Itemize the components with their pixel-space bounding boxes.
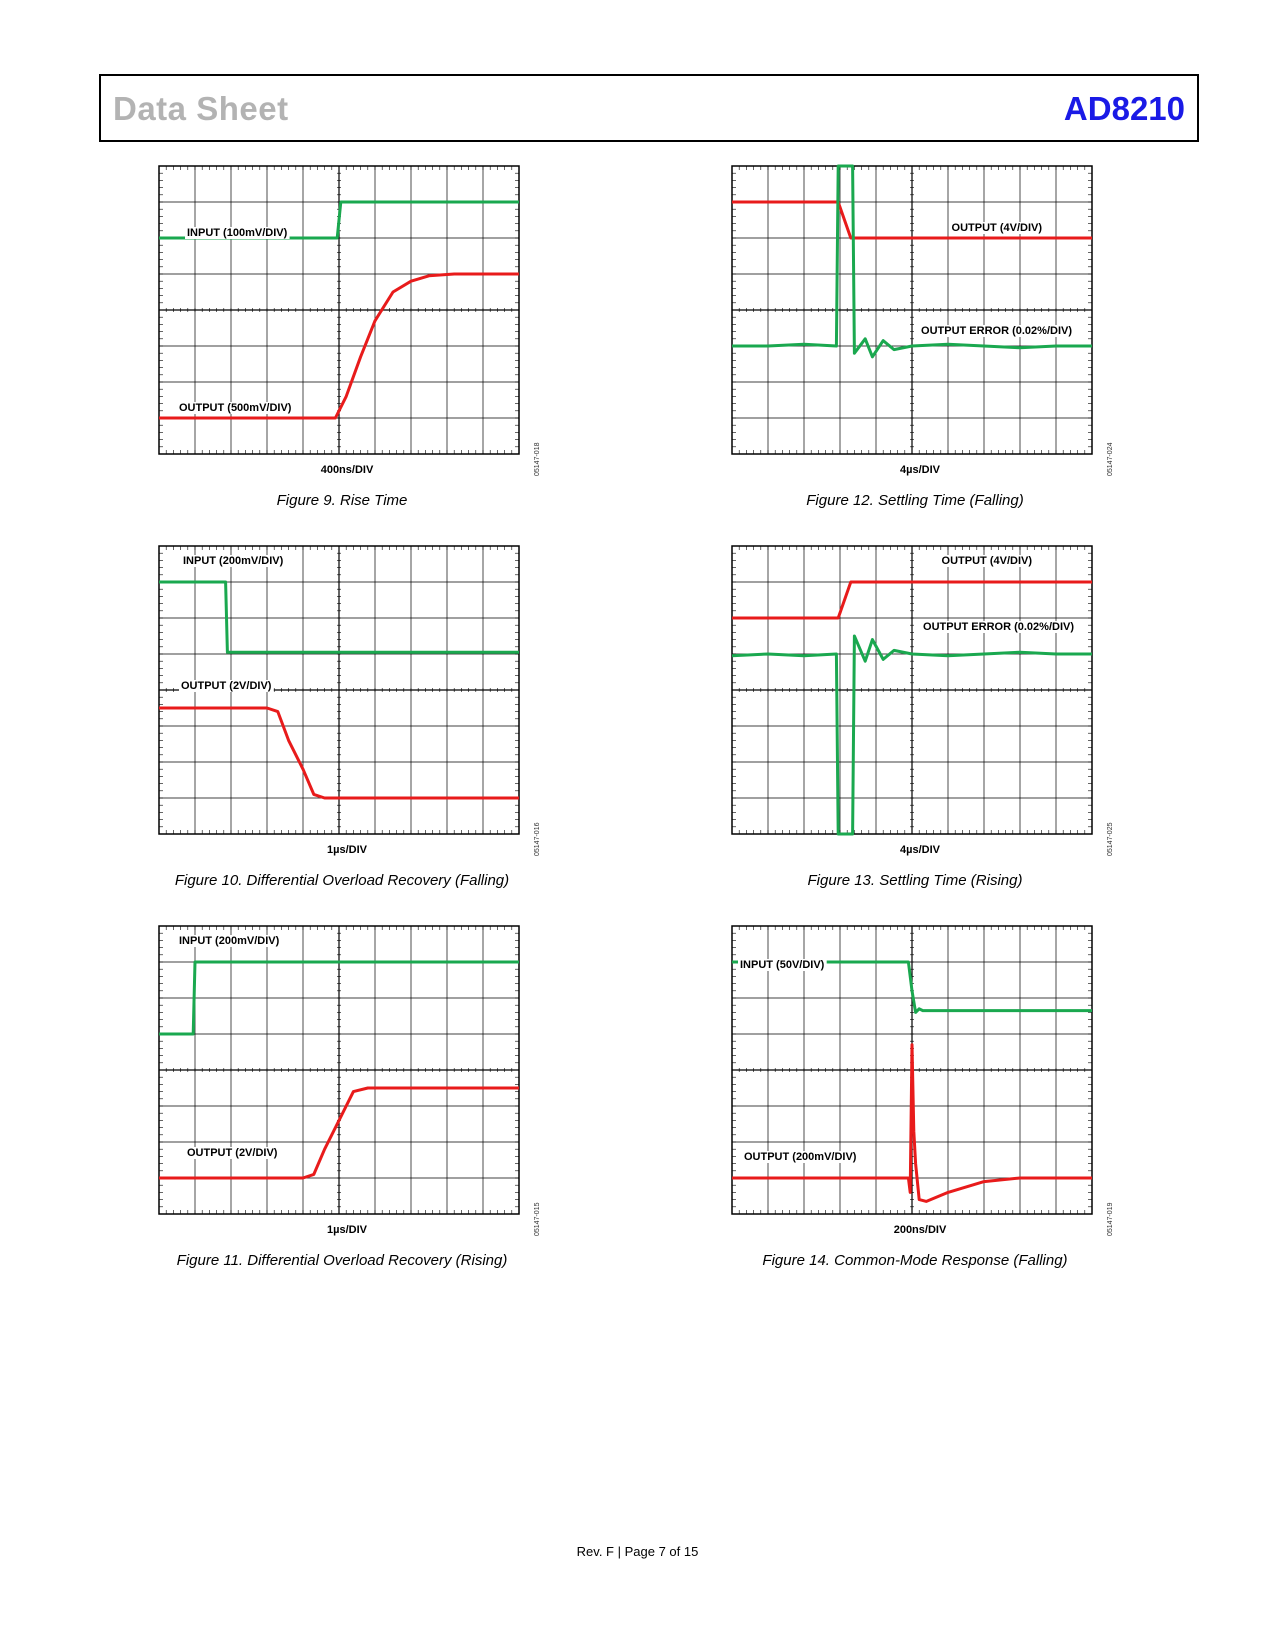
figure-caption: Figure 9. Rise Time	[276, 492, 408, 509]
figure-code: 05147-019	[1107, 1202, 1114, 1236]
header-part-number: AD8210	[1063, 90, 1185, 127]
scope-plot	[147, 540, 567, 870]
figure-code: 05147-016	[534, 822, 541, 856]
figure-9-rise-time	[147, 160, 567, 520]
page-header	[99, 74, 1199, 142]
trace-label: OUTPUT (500mV/DIV)	[179, 402, 292, 414]
figure-caption: Figure 10. Differential Overload Recovery (Falling)	[174, 872, 510, 889]
figure-code: 05147-015	[534, 1202, 541, 1236]
trace-label: INPUT (200mV/DIV)	[179, 935, 280, 947]
figure-caption: Figure 12. Settling Time (Falling)	[806, 492, 1024, 509]
trace-label: INPUT (200mV/DIV)	[183, 555, 284, 567]
figure-11-overload-rising	[147, 920, 567, 1280]
x-division-label: 4µs/DIV	[900, 464, 940, 476]
trace-label: OUTPUT ERROR (0.02%/DIV)	[921, 325, 1072, 337]
scope-plot	[147, 160, 567, 490]
figure-code: 05147-018	[534, 442, 541, 476]
trace-label: OUTPUT (200mV/DIV)	[744, 1151, 857, 1163]
trace-label: OUTPUT ERROR (0.02%/DIV)	[923, 621, 1074, 633]
figure-code: 05147-024	[1107, 442, 1114, 476]
figure-10-overload-falling	[147, 540, 567, 900]
trace-label: OUTPUT (2V/DIV)	[187, 1147, 278, 1159]
trace-label: INPUT (100mV/DIV)	[187, 227, 288, 239]
header-doc-type: Data Sheet	[113, 90, 289, 127]
x-division-label: 1µs/DIV	[327, 844, 367, 856]
scope-plot	[720, 920, 1140, 1250]
x-division-label: 4µs/DIV	[900, 844, 940, 856]
x-division-label: 1µs/DIV	[327, 1224, 367, 1236]
figure-14-common-mode	[720, 920, 1140, 1280]
figure-caption: Figure 11. Differential Overload Recovery (Rising)	[176, 1252, 508, 1269]
x-division-label: 400ns/DIV	[320, 464, 374, 476]
figure-12-settling-falling	[720, 160, 1140, 520]
figure-code: 05147-025	[1107, 822, 1114, 856]
figure-13-settling-rising	[720, 540, 1140, 900]
x-division-label: 200ns/DIV	[893, 1224, 947, 1236]
page-footer: Rev. F | Page 7 of 15	[576, 1544, 699, 1559]
figure-caption: Figure 13. Settling Time (Rising)	[807, 872, 1023, 889]
trace-label: INPUT (50V/DIV)	[740, 959, 825, 971]
scope-plot	[720, 540, 1140, 870]
trace-label: OUTPUT (2V/DIV)	[181, 680, 272, 692]
scope-plot	[720, 160, 1140, 490]
trace-label: OUTPUT (4V/DIV)	[941, 555, 1032, 567]
scope-plot	[147, 920, 567, 1250]
figure-caption: Figure 14. Common-Mode Response (Falling)	[762, 1252, 1068, 1269]
trace-label: OUTPUT (4V/DIV)	[951, 222, 1042, 234]
